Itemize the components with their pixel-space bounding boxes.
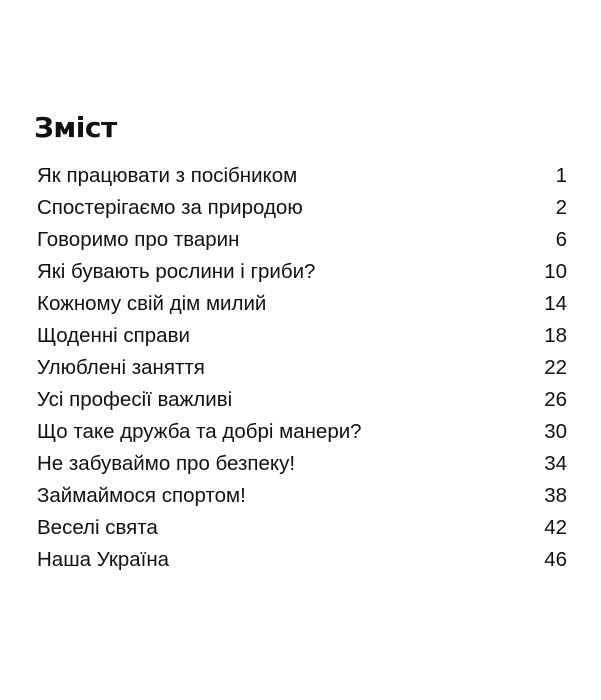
toc-entry (37, 160, 567, 192)
toc-entry (37, 416, 567, 448)
toc-entry-page-number: 26 (544, 388, 567, 411)
toc-entry (37, 224, 567, 256)
toc-entry-title: Говоримо про тварин (37, 228, 240, 251)
toc-entry-title: Усі професії важливі (37, 388, 233, 411)
toc-entry-title: Займаймося спортом! (37, 484, 246, 507)
toc-entry-page-number: 1 (555, 164, 567, 187)
toc-entry-page-number: 46 (544, 548, 567, 571)
toc-entry (37, 544, 567, 576)
toc-entry-title: Що таке дружба та добрі манери? (37, 420, 362, 443)
toc-entry-page-number: 10 (544, 260, 567, 283)
toc-entry (37, 352, 567, 384)
toc-entry-page-number: 34 (544, 452, 567, 475)
toc-entry-page-number: 42 (544, 516, 567, 539)
toc-entry-page-number: 2 (555, 196, 567, 219)
toc-entry (37, 384, 567, 416)
toc-entry-title: Які бувають рослини і гриби? (37, 260, 316, 283)
toc-entry-page-number: 30 (544, 420, 567, 443)
toc-entry-page-number: 14 (544, 292, 567, 315)
toc-entry-page-number: 6 (555, 228, 567, 251)
toc-entry (37, 192, 567, 224)
toc-entry (37, 480, 567, 512)
toc-entry-title: Улюблені заняття (37, 356, 205, 379)
toc-entry (37, 512, 567, 544)
toc-entry-title: Кожному свій дім милий (37, 292, 267, 315)
page-title: Зміст (34, 111, 117, 144)
toc-entry-page-number: 18 (544, 324, 567, 347)
toc-entry (37, 256, 567, 288)
toc-entry (37, 320, 567, 352)
table-of-contents (37, 160, 567, 576)
toc-entry-title: Спостерігаємо за природою (37, 196, 303, 219)
toc-entry-title: Не забуваймо про безпеку! (37, 452, 296, 475)
toc-entry-page-number: 38 (544, 484, 567, 507)
toc-entry-title: Щоденні справи (37, 324, 190, 347)
toc-entry (37, 288, 567, 320)
toc-entry-title: Як працювати з посібником (37, 164, 298, 187)
toc-entry-title: Веселі свята (37, 516, 158, 539)
toc-entry (37, 448, 567, 480)
toc-entry-title: Наша Україна (37, 548, 170, 571)
toc-entry-page-number: 22 (544, 356, 567, 379)
